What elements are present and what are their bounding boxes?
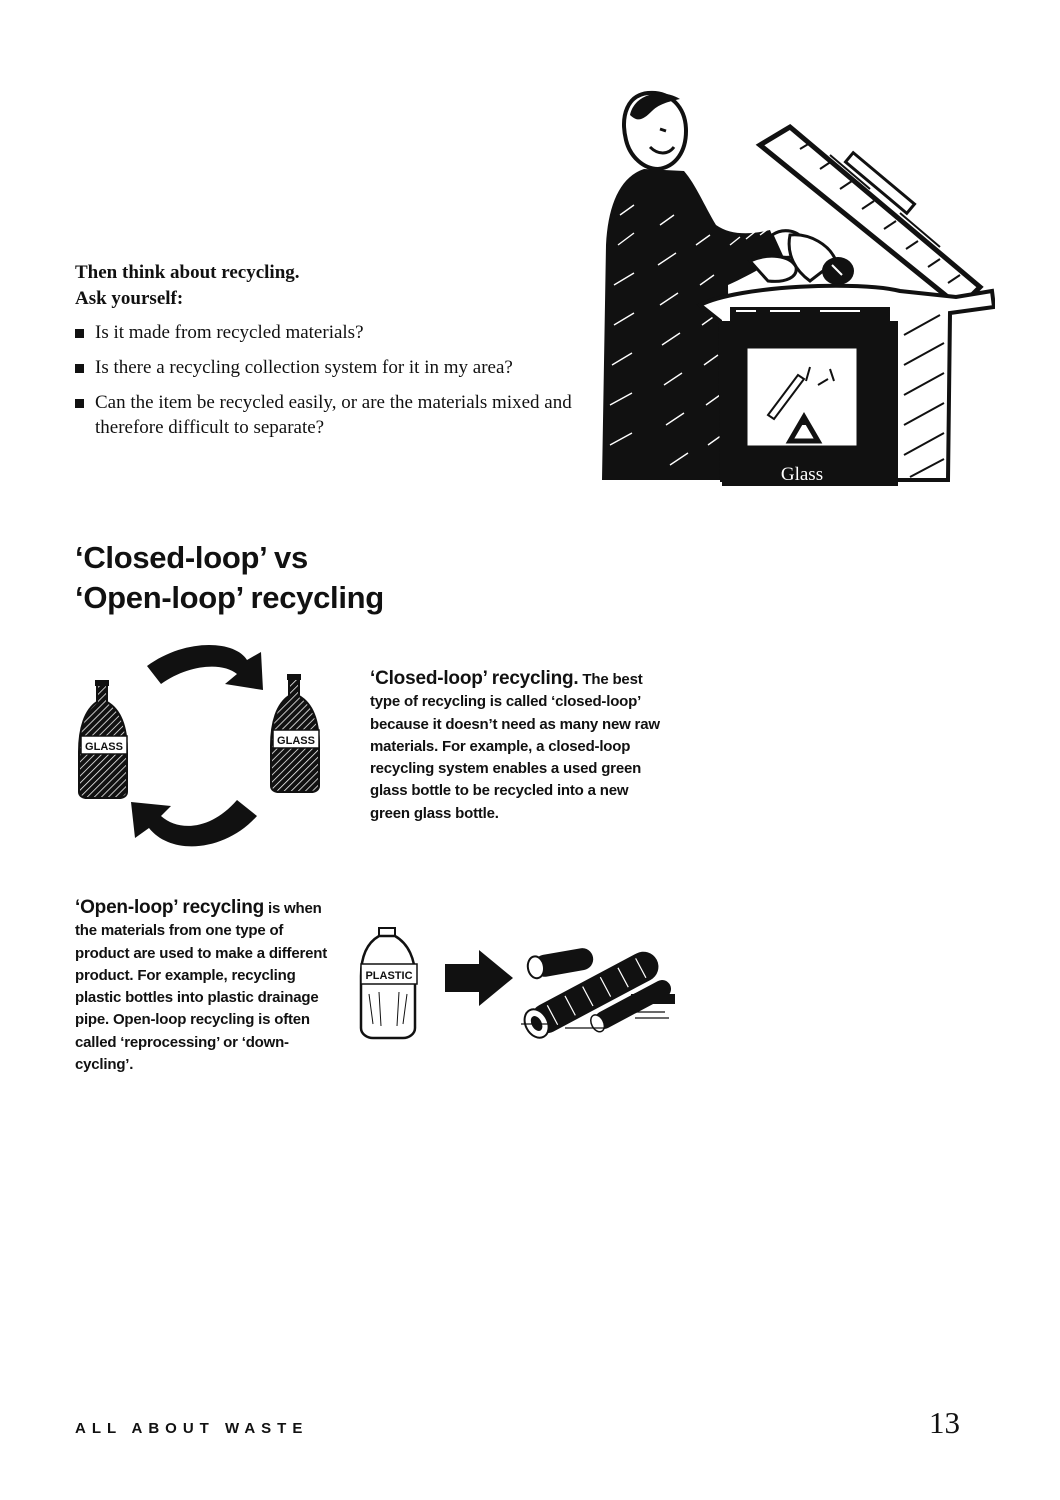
square-bullet-icon xyxy=(75,399,84,408)
section-title-line2: ‘Open-loop’ recycling xyxy=(75,580,384,615)
right-arrow-icon xyxy=(445,950,513,1006)
cycle-arrow-bottom xyxy=(131,800,257,846)
glass-recycling-bin-illustration xyxy=(600,85,995,490)
bottle-label: GLASS xyxy=(85,741,123,753)
recycling-lead xyxy=(75,260,595,312)
bottle-label: GLASS xyxy=(277,735,315,747)
open-loop-heading: ‘Open-loop’ recycling xyxy=(75,897,265,918)
section-title-line1: ‘Closed-loop’ vs xyxy=(75,540,308,575)
recycling-questions xyxy=(75,260,595,450)
recycling-lead-line2: Ask yourself: xyxy=(75,288,184,309)
closed-loop-heading: ‘Closed-loop’ recycling. xyxy=(370,668,579,689)
drainage-pipes xyxy=(520,946,675,1042)
glass-bottle-right xyxy=(271,674,319,792)
page-number: 13 xyxy=(929,1405,960,1440)
bin-lid xyxy=(760,127,980,307)
square-bullet-icon xyxy=(75,364,84,373)
question-text: Can the item be recycled easily, or are the materials mixed and therefore difficult to separate? xyxy=(95,392,572,438)
glass-bottle-left xyxy=(79,680,127,798)
list-item xyxy=(75,320,595,345)
question-text: Is it made from recycled materials? xyxy=(95,322,364,343)
list-item xyxy=(75,390,595,440)
closed-loop-description xyxy=(370,668,660,825)
square-bullet-icon xyxy=(75,329,84,338)
open-loop-description xyxy=(75,897,330,1076)
open-loop-illustration xyxy=(355,920,680,1045)
footer-publication-title: ALL ABOUT WASTE xyxy=(75,1420,309,1437)
cycle-arrow-top xyxy=(147,645,263,690)
question-text: Is there a recycling collection system for it in my area? xyxy=(95,357,513,378)
closed-loop-cycle-illustration xyxy=(75,632,335,862)
plastic-bottle-label: PLASTIC xyxy=(365,970,413,982)
plastic-bottle xyxy=(361,928,417,1038)
open-loop-body: is when the materials from one type of product are used to make a different product. For example, recycling plastic bottles into plastic drainage pipe. Open-loop recycling is often called ‘reprocessing’ or ‘down-cycling’. xyxy=(75,900,328,1074)
list-item xyxy=(75,355,595,380)
bin-body xyxy=(700,286,994,486)
section-title xyxy=(75,538,384,618)
bottle-in-hand xyxy=(789,235,854,285)
closed-loop-body: The best type of recycling is called ‘closed-loop’ because it doesn’t need as many new raw materials. For example, a closed-loop recycling system enables a used green glass bottle to be recycled into a new green glass bottle. xyxy=(370,671,660,822)
recycling-lead-line1: Then think about recycling. xyxy=(75,262,300,283)
question-list xyxy=(75,320,595,440)
bin-label: Glass xyxy=(780,464,824,485)
